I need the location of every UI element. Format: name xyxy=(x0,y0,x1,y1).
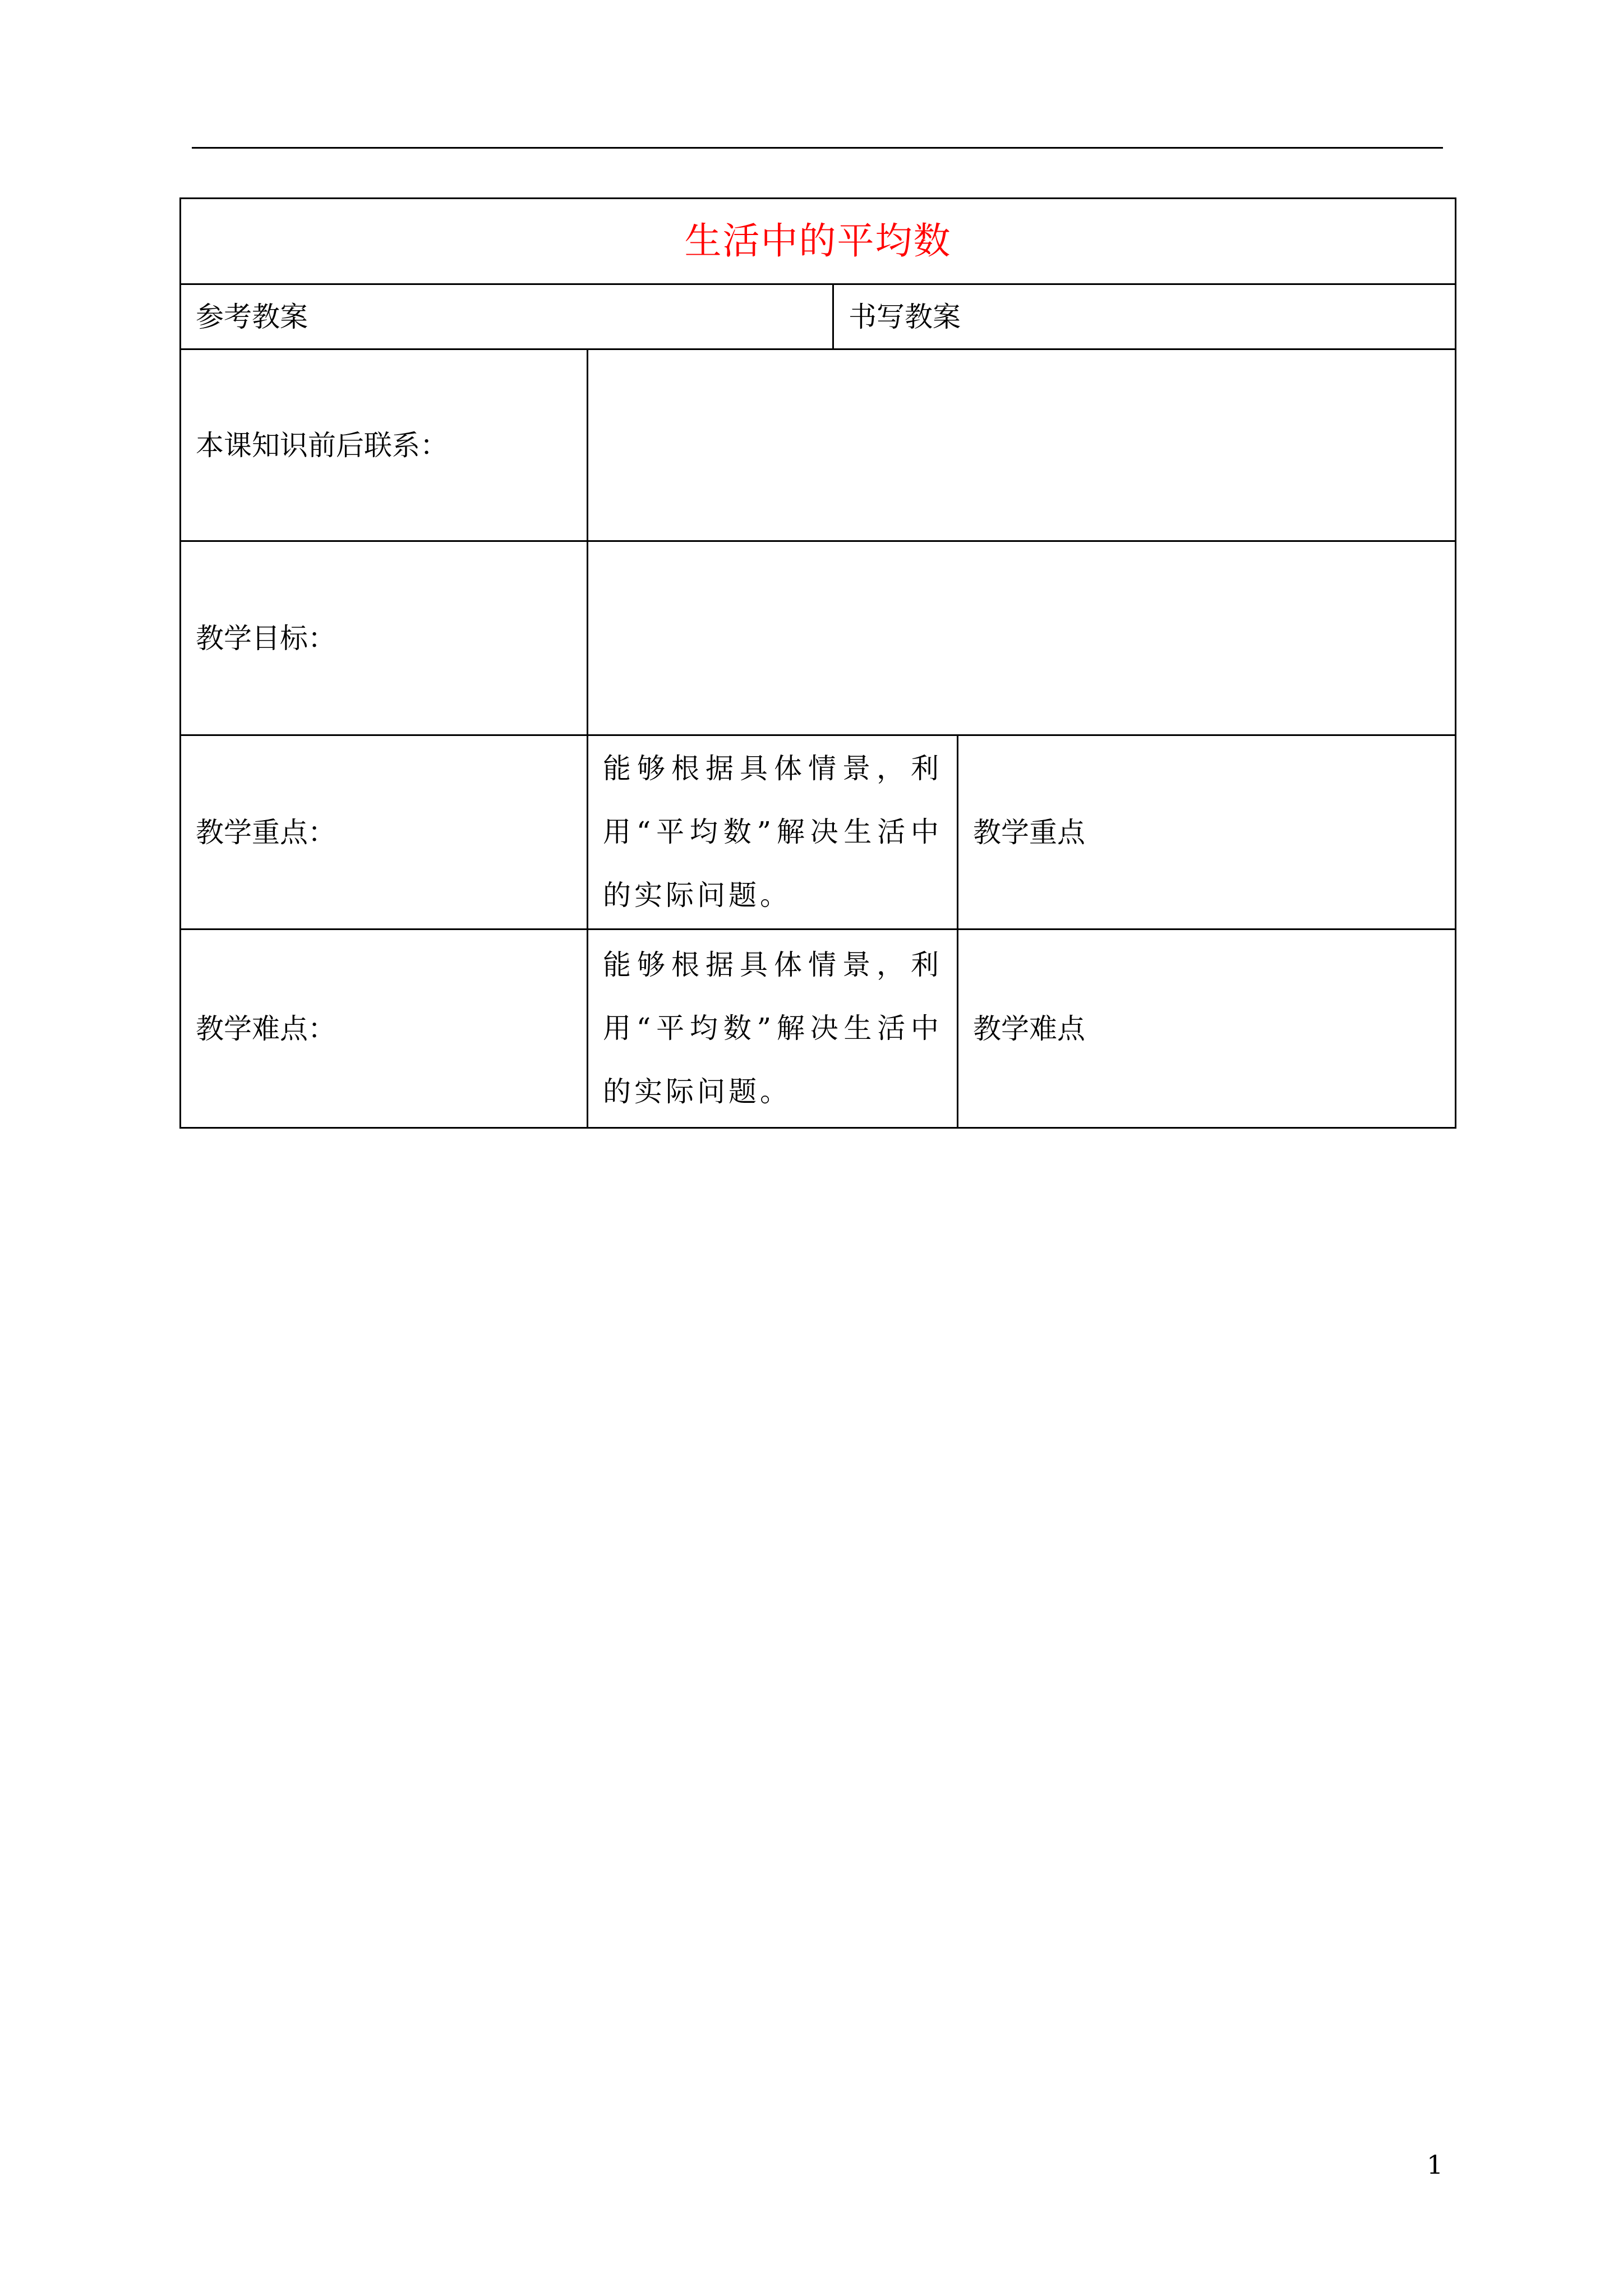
row-note-key-points: 教学重点 xyxy=(958,735,1456,930)
row-note-difficulties: 教学难点 xyxy=(958,930,1456,1128)
row-label-objectives: 教学目标： xyxy=(181,541,588,735)
row-content-difficulties: 能够根据具体情景，利用“平均数”解决生活中的实际问题。 xyxy=(588,930,958,1128)
table-row xyxy=(181,735,1456,930)
header-row xyxy=(181,284,1456,349)
page-number: 1 xyxy=(1427,2150,1444,2180)
row-content-objectives xyxy=(588,541,1456,735)
row-content-connections xyxy=(588,349,1456,541)
table-row xyxy=(181,349,1456,541)
row-content-key-points: 能够根据具体情景，利用“平均数”解决生活中的实际问题。 xyxy=(588,735,958,930)
row-label-difficulties: 教学难点： xyxy=(181,930,588,1128)
document-title: 生活中的平均数 xyxy=(181,199,1456,284)
row-label-key-points: 教学重点： xyxy=(181,735,588,930)
row-label-connections: 本课知识前后联系： xyxy=(181,349,588,541)
table-row xyxy=(181,930,1456,1128)
table-row xyxy=(181,541,1456,735)
reference-plan-header: 参考教案 xyxy=(181,284,833,349)
title-row xyxy=(181,199,1456,284)
written-plan-header: 书写教案 xyxy=(833,284,1456,349)
header-rule xyxy=(192,147,1443,149)
lesson-plan-table xyxy=(179,197,1456,1129)
